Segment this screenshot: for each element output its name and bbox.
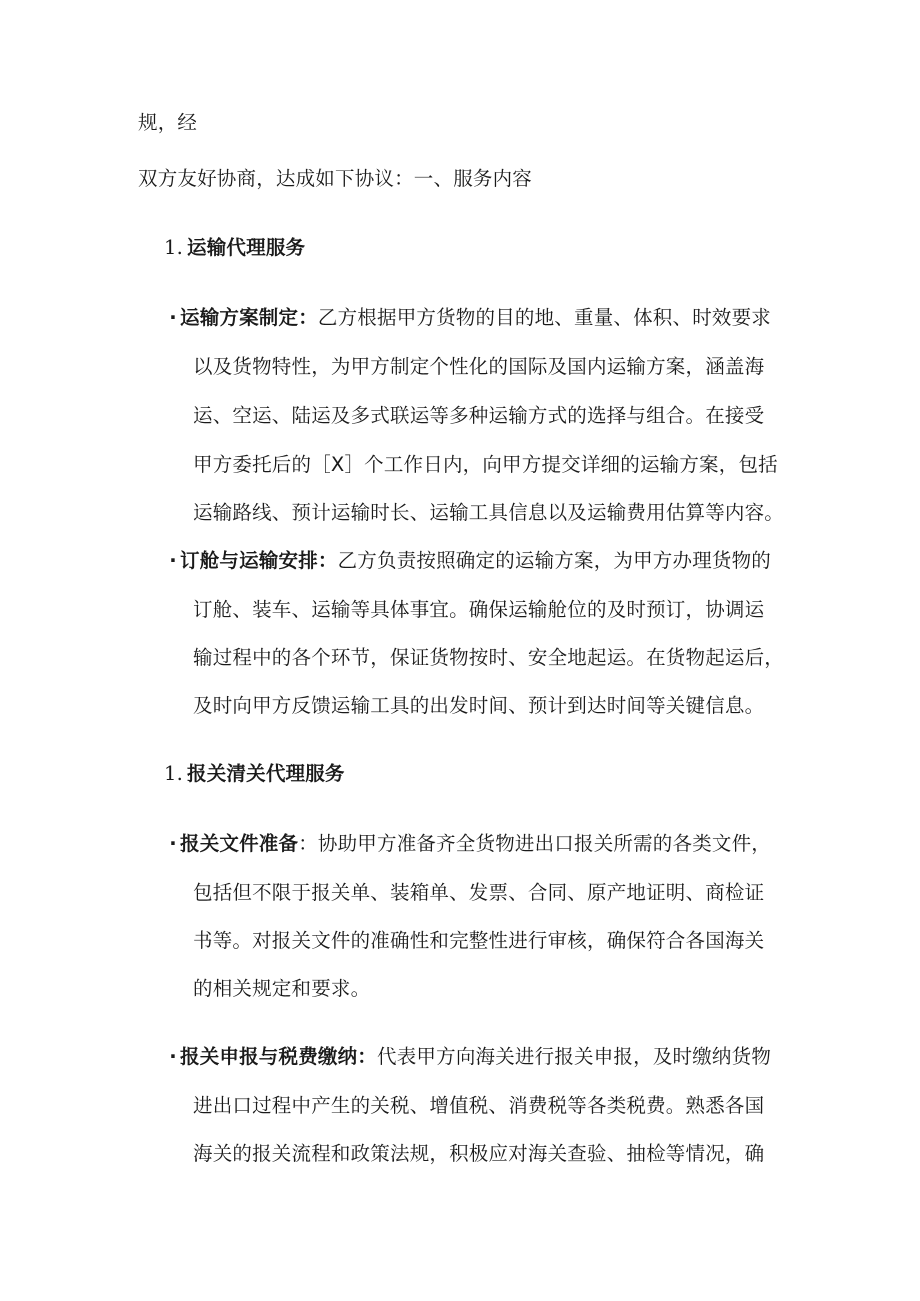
bullet-icon: · [169, 832, 177, 855]
item-text: 运、空运、陆运及多式联运等多种运输方式的选择与组合。在接受 [193, 404, 765, 427]
intro-line-1 [138, 110, 197, 136]
section-2-item-2-line-3 [193, 1141, 764, 1167]
item-text: 甲方委托后的［X］个工作日内，向甲方提交详细的运输方案，包括 [193, 453, 778, 476]
section-2-item-2-line-1 [166, 1044, 771, 1070]
section-2-heading [164, 761, 345, 787]
section-1-heading [164, 235, 305, 261]
item-text: 输过程中的各个环节，保证货物按时、安全地起运。在货物起运后， [193, 646, 785, 669]
section-2-item-2-line-2 [193, 1093, 764, 1119]
section-2-item-1-line-4 [193, 976, 370, 1002]
section-2-title: 报关清关代理服务 [187, 762, 345, 785]
item-text: 乙方根据甲方货物的目的地、重量、体积、时效要求 [317, 306, 772, 329]
item-text: 以及货物特性，为甲方制定个性化的国际及国内运输方案，涵盖海 [193, 355, 765, 378]
section-1-item-2-line-1 [166, 548, 771, 574]
section-1-item-1-line-4 [193, 452, 778, 478]
intro-text-1: 规，经 [138, 111, 198, 134]
section-1-item-1-line-1 [166, 305, 771, 331]
section-1-item-2-line-3 [193, 645, 784, 671]
item-text: 包括但不限于报关单、装箱单、发票、合同、原产地证明、商检证 [193, 881, 765, 904]
item-text: 运输路线、预计运输时长、运输工具信息以及运输费用估算等内容。 [193, 501, 785, 524]
bullet-icon: · [169, 1045, 177, 1068]
bullet-icon: · [169, 306, 177, 329]
item-text: 进出口过程中产生的关税、增值税、消费税等各类税费。熟悉各国 [193, 1094, 765, 1117]
section-1-title: 运输代理服务 [187, 236, 306, 259]
bullet-icon: · [169, 549, 177, 572]
section-1-item-2-line-2 [193, 597, 764, 623]
section-2-item-1-line-2 [193, 880, 764, 906]
section-2-item-1-line-1 [166, 831, 771, 857]
item-text: 乙方负责按照确定的运输方案，为甲方办理货物的 [337, 549, 772, 572]
section-1-item-1-line-2 [193, 354, 764, 380]
intro-text-2: 双方友好协商，达成如下协议：一、服务内容 [138, 167, 533, 190]
section-1-item-2-line-4 [193, 693, 764, 719]
item-text: ：协助甲方准备齐全货物进出口报关所需的各类文件， [298, 832, 772, 855]
item-term: 报关申报与税费缴纳： [180, 1045, 378, 1068]
item-term: 报关文件准备 [180, 832, 299, 855]
section-2-item-1-line-3 [193, 928, 764, 954]
item-text: 及时向甲方反馈运输工具的出发时间、预计到达时间等关键信息。 [193, 694, 765, 717]
section-1-number: 1. [164, 236, 184, 259]
section-2-number: 1. [164, 762, 184, 785]
item-term: 运输方案制定： [180, 306, 318, 329]
section-1-item-1-line-5 [193, 500, 784, 526]
item-text: 书等。对报关文件的准确性和完整性进行审核，确保符合各国海关 [193, 929, 765, 952]
item-term: 订舱与运输安排： [180, 549, 338, 572]
item-text: 订舱、装车、运输等具体事宜。确保运输舱位的及时预订，协调运 [193, 598, 765, 621]
item-text: 海关的报关流程和政策法规，积极应对海关查验、抽检等情况，确 [193, 1142, 765, 1165]
item-text: 代表甲方向海关进行报关申报，及时缴纳货物 [377, 1045, 772, 1068]
section-1-item-1-line-3 [193, 403, 764, 429]
intro-line-2 [138, 166, 532, 192]
item-text: 的相关规定和要求。 [193, 977, 371, 1000]
